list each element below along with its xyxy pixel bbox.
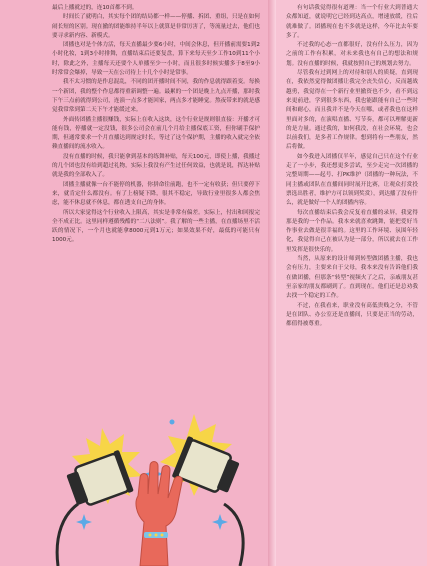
paragraph: 不过，在我看来，职业没有高低贵贱之分，不管是在团队、办公室还是直播间，只要是正当的劳动，都值得被尊重。 [286,302,418,328]
sparkle-dot [170,420,175,425]
paragraph: 不过我的心态一直都很好，没有什么压力，因为之前的工作有积累，对未来我也有自己的想法和规划。没有直播的时候，我就按照自己的规划去努力。 [286,42,418,67]
page-gutter [268,0,276,566]
paragraph: 团播也对是个体力活，每天直播最少要6小时，中间会休息，但开播前需要1到2小时化妆，1到3小时排舞，直播结束后还要复盘，算下来每天至少工作10到11个小时，除此之外，主播每天还要个人单播至少一小时，而且很多时候实播多于8至9小时常常会爆掉，导致一天在公司待上十几个小时是常事。 [52,42,260,77]
right-cable [224,504,243,566]
sparkle-icon [76,514,92,530]
paragraph: 有句话我觉得很有道理：当一个行业大到普通大众都知道，就说明它已经到达高点，增速放缓，往后就难做了。团播现在也不多就是这样，今年比去年要多了。 [286,5,418,39]
paragraph: 如今我进入团播仅半年，感觉自己只在这个行业走了一小步，我还想更多尝试，至少走完一次团播的完整周期——起号、打PK维护（团播的一种玩法，不同主播或团队在直播间同时展开比赛，让观众打赏投票选出胜者，维护方可以领到奖赏），到达播了没有什么，就是做好一个人的团播内容。 [286,153,418,207]
paragraph: 最后上播就过的，连10首都不到。 [52,5,138,11]
paragraph: 所以大家觉得这个行业收入上限高，其实是非常有偏差。实际上，付出和回报完全不成正比。这里同样遵循残酷的“二八法则”。我了解的一些主播，在直播场里不活跃的情况下，一个月也就能拿8000元到1万元；如果效果不好，最低的可能只有1000元。 [52,209,260,244]
left-text-column [52,4,260,246]
paragraph: 外面传团播主播很赚钱，实际上在收入这块，这个行业是规则很直接：开播才可能有钱，停播就一定没钱，很多公司会在前几个月给主播保底工资，但你刷手保护期，但通常要求一个月直播达到规定时长，等过了这个保护期，主播的收入就完全依赖直播间的流水收入。 [52,116,260,151]
paragraph: 我不太习惯的是作息混乱，不同的团开播时间不同，我的作息就得跟着变。每换一个新团，我的整个作息都得重新调整一遍。最累的一个团是晚上九点开播，那时我下午三点前就得到公司，连演一点多才能回家，两点多才能睡觉。熬夜带来的就是感觉我常常到第二天下午才能缓过来。 [52,79,260,114]
right-text-column [286,4,418,329]
paragraph: 团播主播就像一台不能停的机器，你拼命往前跑，也不一定有收获；但只要停下来，就肯定什么都没有。有了上榜疑下降，很其不稳定，导致行业里很多人都会焦虑，能不休息就不休息，都在透支自己的身体。 [52,181,260,207]
paragraph: 每次直播结束后我会反复看直播的录屏，我觉得那是我的一个作品。我本来就喜欢跳舞，能把爱好当作事业去做是很幸福的。这里的工作环境、氛围年轻化，我觉得自己在被认为是一部分，所以就去在工作里发挥是很快乐的。 [286,209,418,253]
stage-spotlight-illustration [44,404,256,566]
left-cable [57,504,78,566]
paragraph: 尽管我有过到网上的对待和别人的质疑，直到现在，我依然觉得做团播让我完全丧失信心，反而越战越勇，我觉得在一个新行业里撤资也不少，看不到远来更前进，学到很多东西，我也能跟能有自己一些时间和耐心，而且我并不是今天在哪，或者我也在这样里面对多的，在演唱直播、写节奏，都可以理解更新的是力量。通过我的，如何我没，在社会环境，也会以前我们，是多者工作规律。想到将有一些朋友，然后将做。 [286,70,418,151]
raised-hand [136,462,182,566]
paragraph: 当然，从原来的设计师到转型做团播主播，我也会有压力，主要来自于父母，我本来没有告诉他们我在做团播，但那条“转型”视频火了之后，亲戚朋友甚至亲家的朋友都刷到了。直到现在，他们还是总劝我去找一个稳定的工作。 [286,256,418,300]
paragraph: 时间长了就明白，其实每个团的结局都一样——停播、拆团、重组，只是在如何闹长短的区别。现在撤的团能维持半年以上就算是非常厉害了，等流量过去，他们也要寻求新内容、新模式。 [52,14,260,39]
sparkle-icon [212,514,228,530]
paragraph: 没有直播的时候，我只能拿到基本的练舞补贴，每天100元，即使上播，我播过的几个团也没有给到超过礼物，实际上我没有产生过任何效益，也就是说，挥达补贴就是我的全部收入了。 [52,153,260,179]
